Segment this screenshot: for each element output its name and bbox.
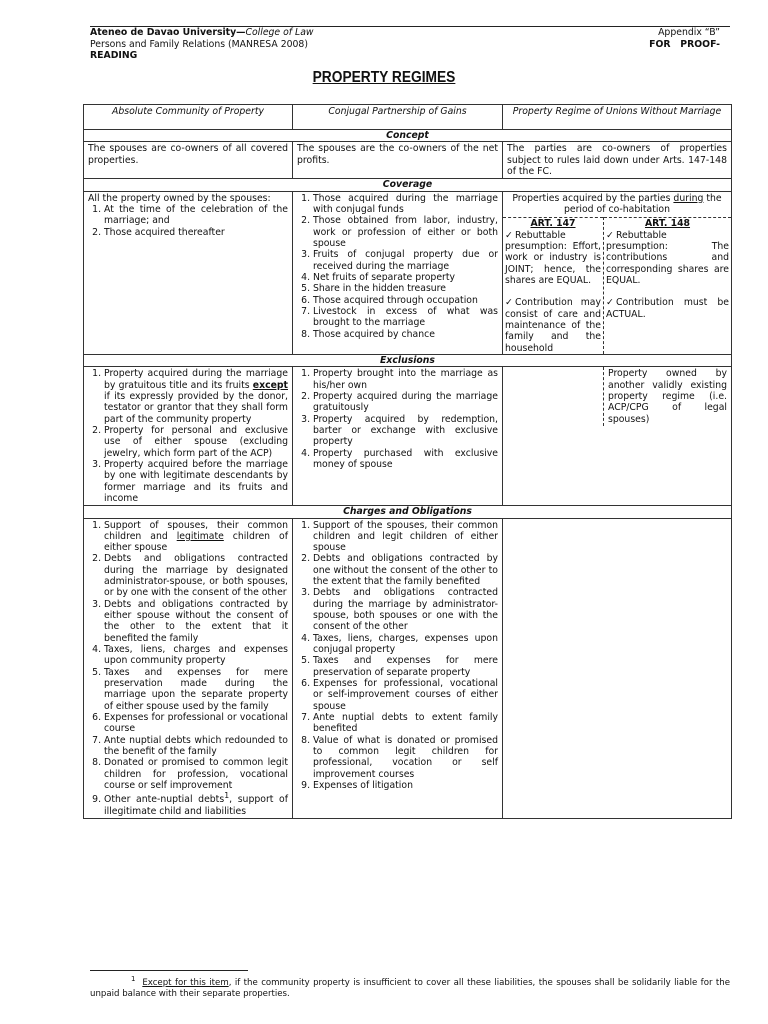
charges-uwm: [503, 518, 732, 819]
exclusions-acp-list: [88, 368, 288, 504]
list-item: 1. Those acquired during the marriage with conjugal funds: [313, 193, 498, 216]
footnote-divider: [90, 970, 248, 971]
list-item: 5. Share in the hidden treasure: [313, 283, 498, 294]
exclusions-art-147: [503, 367, 604, 426]
art-subtable: [503, 217, 731, 354]
column-header-row: [84, 105, 732, 130]
proof-label: FOR PROOF-: [649, 38, 720, 50]
list-item: 4. Property purchased with exclusive money of spouse: [313, 448, 498, 471]
list-item: 8. Value of what is donated or promised to common legit children for professional, vocation or self improvement courses: [313, 735, 498, 780]
charges-acp: [84, 518, 293, 819]
intro-text: Properties acquired by the parties: [512, 192, 674, 204]
art-147-p2: Contribution may consist of care and maintenance of the family and the household: [505, 297, 601, 354]
exclusions-row: [84, 367, 732, 506]
art-148-contribution: [606, 297, 729, 320]
art-147-cell: [503, 218, 604, 354]
list-item: 2. Property acquired during the marriage gratuitously: [313, 391, 498, 414]
footnote-ref: 1: [224, 791, 230, 801]
list-item: 6. Those acquired through occupation: [313, 295, 498, 306]
list-item: 7. Livestock in excess of what was brought to the marriage: [313, 306, 498, 329]
concept-uwm: The parties are co-owners of properties subject to rules laid down under Arts. 147-148 of the FC.: [503, 142, 732, 179]
intro-text: the period of co-habitation: [563, 192, 722, 215]
list-item: 3. Debts and obligations contracted during the marriage by administrator- spouse, both spouses or one with the consent of the other: [313, 587, 498, 632]
exclusions-cpg: [293, 367, 503, 506]
charges-cpg-list: [297, 520, 498, 792]
course-name: Persons and Family Relations (MANRESA 2008): [90, 38, 308, 50]
list-item: 1. Property brought into the marriage as his/her own: [313, 368, 498, 391]
concept-row: [84, 142, 732, 179]
list-item: [104, 791, 288, 817]
list-item: 3. Property acquired before the marriage by one with legitimate descendants by former marriage and its fruits and income: [104, 459, 288, 504]
appendix-label: Appendix “B”: [658, 27, 720, 38]
col-header-uwm: Property Regime of Unions Without Marriage: [503, 105, 732, 130]
art-147-contribution: [505, 297, 601, 354]
list-item: 2. Property for personal and exclusive use of either spouse (excluding jewelry, which form part of the ACP): [104, 425, 288, 459]
list-item: 5. Taxes and expenses for mere preservation of separate property: [313, 655, 498, 678]
charges-row: [84, 518, 732, 819]
list-item: 2. Those acquired thereafter: [104, 227, 288, 238]
art-147-presumption: [505, 230, 601, 287]
section-coverage: Coverage: [84, 179, 732, 191]
check-icon: ✓: [505, 297, 513, 309]
page-header: [90, 26, 730, 62]
art-148-presumption: [606, 230, 729, 287]
list-item: [104, 368, 288, 425]
footnote-underlined: Except for this item: [142, 977, 229, 988]
header-line-1: [90, 27, 314, 38]
item-text: Property acquired during the marriage by gratuitous title and its fruits: [104, 368, 288, 391]
coverage-uwm: [503, 191, 732, 354]
art-147-p1: Rebuttable presumption: Effort, work or industry is JOINT; hence, the shares are EQUAL.: [505, 229, 601, 286]
art-148-heading: ART. 148: [644, 218, 691, 230]
coverage-cpg-list: [297, 193, 498, 340]
item-text: if its expressly provided by the donor, testator or grantor that they shall form part of the community property: [104, 390, 288, 425]
check-icon: ✓: [606, 297, 614, 309]
list-item: 6. Expenses for professional, vocational or self-improvement courses of either spouse: [313, 678, 498, 712]
coverage-cpg: [293, 191, 503, 354]
list-item: 1. Support of the spouses, their common children and legit children of either spouse: [313, 520, 498, 554]
university-name: Ateneo de Davao University: [90, 27, 237, 38]
exclusions-acp: [84, 367, 293, 506]
charges-cpg: [293, 518, 503, 819]
list-item: 2. Those obtained from labor, industry, work or profession of either or both spouse: [313, 215, 498, 249]
art-147-heading: ART. 147: [530, 218, 576, 230]
col-header-cpg: Conjugal Partnership of Gains: [293, 105, 503, 130]
art-148-p1: Rebuttable presumption: The contributions and corresponding shares are EQUAL.: [606, 229, 729, 286]
list-item: 2. Debts and obligations contracted during the marriage by designated administrator-spouse, or both spouses, or by one with the consent of the other: [104, 553, 288, 598]
list-item: 7. Ante nuptial debts which redounded to the benefit of the family: [104, 735, 288, 758]
item-text: children of either spouse: [104, 530, 288, 554]
list-item: 2. Debts and obligations contracted by one without the consent of the other to the extent that the family benefited: [313, 553, 498, 587]
list-item: 1. At the time of the celebration of the marriage; and: [104, 204, 288, 227]
section-exclusions: Exclusions: [84, 354, 732, 366]
item-underlined: legitimate: [176, 530, 224, 542]
list-item: 3. Fruits of conjugal property due or received during the marriage: [313, 249, 498, 272]
check-icon: ✓: [606, 229, 614, 241]
section-concept: Concept: [84, 130, 732, 142]
exclusions-subtable: [503, 367, 731, 426]
coverage-uwm-intro: [503, 193, 731, 216]
list-item: 6. Expenses for professional or vocational course: [104, 712, 288, 735]
col-header-acp: Absolute Community of Property: [84, 105, 293, 130]
property-regimes-table: [83, 104, 732, 819]
coverage-acp-list: [88, 204, 288, 238]
proof-label-cont: READING: [90, 50, 138, 61]
exclusions-art-148: Property owned by another validly existing property regime (i.e. ACP/CPG of legal spouses): [608, 368, 727, 425]
section-charges: Charges and Obligations: [84, 506, 732, 518]
intro-underlined: during: [673, 192, 704, 204]
footnote: [90, 975, 730, 1000]
coverage-acp: [84, 191, 293, 354]
list-item: [104, 520, 288, 554]
art-148-p2: Contribution must be ACTUAL.: [606, 297, 729, 320]
item-text: Other ante-nuptial debts: [104, 794, 225, 806]
list-item: 7. Ante nuptial debts to extent family benefited: [313, 712, 498, 735]
concept-cpg: The spouses are the co-owners of the net profits.: [293, 142, 503, 179]
list-item: 3. Property acquired by redemption, barter or exchange with exclusive property: [313, 414, 498, 448]
college-name: College of Law: [245, 27, 314, 38]
item-underlined: except: [252, 379, 288, 391]
charges-acp-list: [88, 520, 288, 818]
list-item: 4. Taxes, liens, charges and expenses upon community property: [104, 644, 288, 667]
item-text: Support of spouses, their common children and: [104, 519, 288, 542]
list-item: 4. Net fruits of separate property: [313, 272, 498, 283]
header-dash: —: [236, 27, 246, 38]
footnote-text: , if the community property is insufficient to cover all these liabilities, the spouses shall be solidarily liable for the unpaid balance with their separate properties.: [90, 977, 731, 1000]
item-text: , support of illegitimate child and liabilities: [104, 794, 288, 817]
list-item: 4. Taxes, liens, charges, expenses upon conjugal property: [313, 633, 498, 656]
footnote-number: 1: [131, 975, 136, 983]
check-icon: ✓: [505, 229, 513, 241]
list-item: 8. Those acquired by chance: [313, 329, 498, 340]
coverage-row: [84, 191, 732, 354]
list-item: 9. Expenses of litigation: [313, 780, 498, 791]
concept-acp: The spouses are co-owners of all covered properties.: [84, 142, 293, 179]
exclusions-cpg-list: [297, 368, 498, 470]
exclusions-uwm: [503, 367, 732, 506]
list-item: 3. Debts and obligations contracted by either spouse without the consent of the other to the extent that it benefited the family: [104, 599, 288, 644]
list-item: 5. Taxes and expenses for mere preservation made during the marriage upon the separate property of either spouse used by the family: [104, 667, 288, 712]
art-148-cell: [604, 218, 732, 354]
coverage-acp-intro: All the property owned by the spouses:: [88, 192, 271, 204]
page-title: PROPERTY REGIMES: [312, 69, 456, 86]
list-item: 8. Donated or promised to common legit children for profession, vocational course or self improvement: [104, 757, 288, 791]
